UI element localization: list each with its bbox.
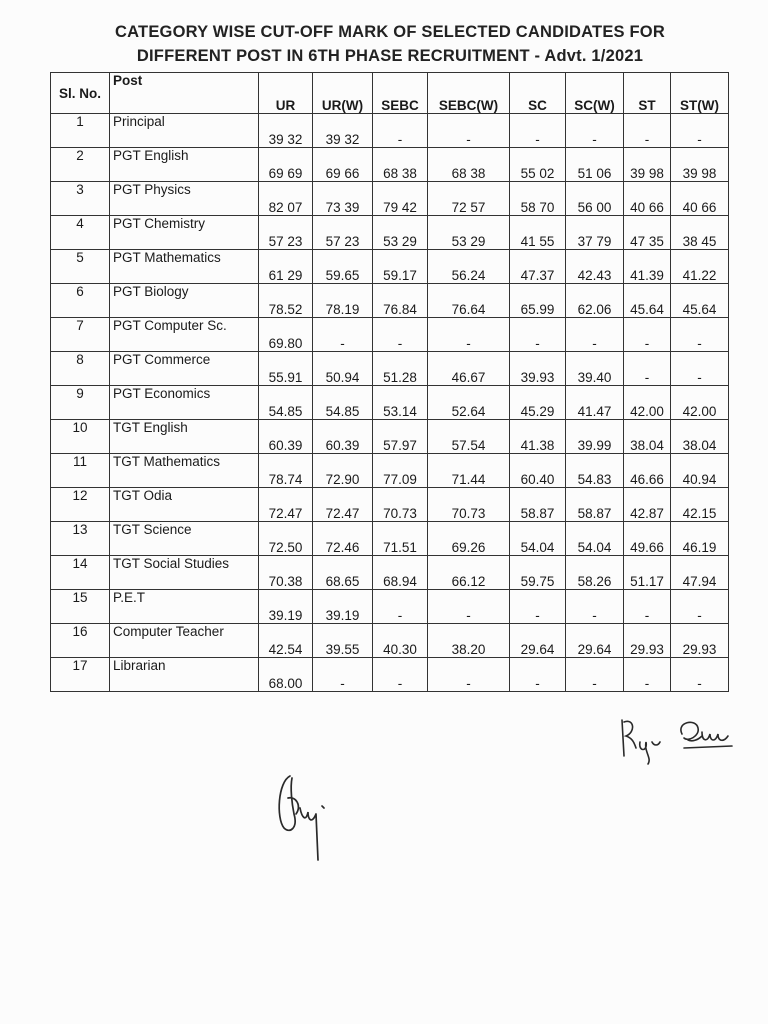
cell-ur: 57 23 — [259, 216, 313, 250]
cell-sl-no: 2 — [51, 148, 110, 182]
cell-ur-w: - — [313, 658, 373, 692]
cell-sebc-w: 70.73 — [428, 488, 510, 522]
cell-ur-w: 69 66 — [313, 148, 373, 182]
cell-st: - — [624, 658, 671, 692]
cell-ur-w: 78.19 — [313, 284, 373, 318]
cell-sc: 47.37 — [510, 250, 566, 284]
cell-sc-w: 54.04 — [566, 522, 624, 556]
cell-post: PGT Computer Sc. — [110, 318, 259, 352]
header-st: ST — [624, 73, 671, 114]
cell-st-w: - — [671, 352, 729, 386]
table-row — [51, 522, 729, 556]
cell-ur-w: 60.39 — [313, 420, 373, 454]
document-title — [60, 20, 720, 68]
signature-right-mark — [618, 712, 738, 768]
cell-st: 46.66 — [624, 454, 671, 488]
table-row — [51, 556, 729, 590]
table-body — [51, 114, 729, 692]
table-row — [51, 352, 729, 386]
title-line-1: CATEGORY WISE CUT-OFF MARK OF SELECTED CANDIDATES FOR — [115, 23, 665, 41]
cell-sebc-w: - — [428, 114, 510, 148]
cell-ur-w: 39.55 — [313, 624, 373, 658]
cell-st: 45.64 — [624, 284, 671, 318]
cell-sl-no: 6 — [51, 284, 110, 318]
cell-ur: 39.19 — [259, 590, 313, 624]
table-row — [51, 658, 729, 692]
cell-sc-w: 58.87 — [566, 488, 624, 522]
title-line-2: DIFFERENT POST IN 6TH PHASE RECRUITMENT - Advt. 1/2021 — [136, 47, 644, 65]
cell-sebc: 71.51 — [373, 522, 428, 556]
cell-sebc-w: 56.24 — [428, 250, 510, 284]
cell-st: - — [624, 352, 671, 386]
header-ur-w: UR(W) — [313, 73, 373, 114]
cell-st: 29.93 — [624, 624, 671, 658]
table-row — [51, 624, 729, 658]
cell-sebc-w: - — [428, 658, 510, 692]
cell-ur-w: 39.19 — [313, 590, 373, 624]
cell-ur: 69.80 — [259, 318, 313, 352]
cell-ur-w: 54.85 — [313, 386, 373, 420]
header-sc: SC — [510, 73, 566, 114]
cell-st-w: 40.94 — [671, 454, 729, 488]
cell-ur-w: 59.65 — [313, 250, 373, 284]
cell-sl-no: 5 — [51, 250, 110, 284]
cell-ur: 55.91 — [259, 352, 313, 386]
cell-sebc: 57.97 — [373, 420, 428, 454]
cell-post: PGT Biology — [110, 284, 259, 318]
cell-ur: 68.00 — [259, 658, 313, 692]
cell-sc: 55 02 — [510, 148, 566, 182]
table-row — [51, 420, 729, 454]
header-ur: UR — [259, 73, 313, 114]
cell-ur-w: 72.46 — [313, 522, 373, 556]
cell-sebc-w: 68 38 — [428, 148, 510, 182]
cell-post: TGT English — [110, 420, 259, 454]
cell-post: P.E.T — [110, 590, 259, 624]
cell-sl-no: 1 — [51, 114, 110, 148]
cell-st: 49.66 — [624, 522, 671, 556]
cell-sc: 41 55 — [510, 216, 566, 250]
cell-sl-no: 14 — [51, 556, 110, 590]
cell-post: PGT Economics — [110, 386, 259, 420]
cell-st: 51.17 — [624, 556, 671, 590]
cell-post: Librarian — [110, 658, 259, 692]
cell-st-w: 38.04 — [671, 420, 729, 454]
table-row — [51, 114, 729, 148]
cell-sl-no: 3 — [51, 182, 110, 216]
cell-st: 40 66 — [624, 182, 671, 216]
cell-sl-no: 8 — [51, 352, 110, 386]
signature-right — [618, 712, 738, 768]
cell-sebc: 40.30 — [373, 624, 428, 658]
cell-sebc-w: 57.54 — [428, 420, 510, 454]
cell-sebc: - — [373, 658, 428, 692]
cell-ur: 78.74 — [259, 454, 313, 488]
cell-sebc: 77.09 — [373, 454, 428, 488]
cell-sc: 59.75 — [510, 556, 566, 590]
cell-st-w: - — [671, 658, 729, 692]
cell-ur-w: 72.47 — [313, 488, 373, 522]
cell-sc-w: 39.99 — [566, 420, 624, 454]
header-sebc-w: SEBC(W) — [428, 73, 510, 114]
header-st-w: ST(W) — [671, 73, 729, 114]
cell-st: 42.87 — [624, 488, 671, 522]
cell-st-w: 40 66 — [671, 182, 729, 216]
cell-sc: 39.93 — [510, 352, 566, 386]
cell-st-w: 46.19 — [671, 522, 729, 556]
cell-sebc-w: 76.64 — [428, 284, 510, 318]
cell-ur-w: 73 39 — [313, 182, 373, 216]
cell-st-w: 39 98 — [671, 148, 729, 182]
cell-sl-no: 11 — [51, 454, 110, 488]
cell-st: 42.00 — [624, 386, 671, 420]
cell-post: TGT Odia — [110, 488, 259, 522]
cell-sc-w: 58.26 — [566, 556, 624, 590]
cell-sebc-w: 38.20 — [428, 624, 510, 658]
cell-post: PGT Chemistry — [110, 216, 259, 250]
cell-st: - — [624, 114, 671, 148]
cell-sc-w: 42.43 — [566, 250, 624, 284]
cell-sebc: - — [373, 114, 428, 148]
cell-st-w: - — [671, 114, 729, 148]
cell-sc-w: 54.83 — [566, 454, 624, 488]
header-sebc: SEBC — [373, 73, 428, 114]
cell-post: PGT Mathematics — [110, 250, 259, 284]
cell-sc: - — [510, 114, 566, 148]
cell-post: PGT Physics — [110, 182, 259, 216]
signature-left — [272, 768, 342, 864]
cell-sebc: 76.84 — [373, 284, 428, 318]
cell-sc: 54.04 — [510, 522, 566, 556]
cell-sebc-w: 52.64 — [428, 386, 510, 420]
cell-post: TGT Science — [110, 522, 259, 556]
table-row — [51, 250, 729, 284]
cell-st: 39 98 — [624, 148, 671, 182]
cell-ur-w: 39 32 — [313, 114, 373, 148]
cell-st-w: 42.00 — [671, 386, 729, 420]
cell-sl-no: 17 — [51, 658, 110, 692]
cell-sebc-w: 72 57 — [428, 182, 510, 216]
table-row — [51, 590, 729, 624]
cell-sebc: 68 38 — [373, 148, 428, 182]
cell-ur: 61 29 — [259, 250, 313, 284]
cell-sc-w: 39.40 — [566, 352, 624, 386]
table-row — [51, 488, 729, 522]
cell-sebc-w: 66.12 — [428, 556, 510, 590]
cell-sc-w: - — [566, 114, 624, 148]
cell-ur: 60.39 — [259, 420, 313, 454]
cell-sl-no: 10 — [51, 420, 110, 454]
table-row — [51, 284, 729, 318]
cell-st-w: 47.94 — [671, 556, 729, 590]
cell-sebc-w: 69.26 — [428, 522, 510, 556]
table-row — [51, 182, 729, 216]
cell-sebc-w: - — [428, 318, 510, 352]
table-row — [51, 318, 729, 352]
cell-sc-w: - — [566, 658, 624, 692]
cell-sebc: - — [373, 318, 428, 352]
table-row — [51, 216, 729, 250]
cell-sc-w: 56 00 — [566, 182, 624, 216]
cell-sl-no: 16 — [51, 624, 110, 658]
cell-sebc: 51.28 — [373, 352, 428, 386]
cell-st-w: 29.93 — [671, 624, 729, 658]
cell-post: PGT English — [110, 148, 259, 182]
cell-ur-w: 68.65 — [313, 556, 373, 590]
cell-st: - — [624, 590, 671, 624]
header-post: Post — [110, 73, 259, 114]
cell-sebc-w: 46.67 — [428, 352, 510, 386]
cell-sc-w: 41.47 — [566, 386, 624, 420]
cell-st: - — [624, 318, 671, 352]
cell-sc: - — [510, 590, 566, 624]
cell-ur: 72.50 — [259, 522, 313, 556]
cell-sc-w: 51 06 — [566, 148, 624, 182]
cell-sebc-w: - — [428, 590, 510, 624]
cell-st-w: - — [671, 590, 729, 624]
header-sc-w: SC(W) — [566, 73, 624, 114]
cell-st-w: 42.15 — [671, 488, 729, 522]
cell-ur: 82 07 — [259, 182, 313, 216]
cell-ur-w: 50.94 — [313, 352, 373, 386]
cell-st: 41.39 — [624, 250, 671, 284]
cell-sl-no: 7 — [51, 318, 110, 352]
cell-sc-w: 29.64 — [566, 624, 624, 658]
cell-sebc-w: 53 29 — [428, 216, 510, 250]
cell-ur-w: 72.90 — [313, 454, 373, 488]
cell-ur: 70.38 — [259, 556, 313, 590]
cell-sc: - — [510, 658, 566, 692]
table-row — [51, 386, 729, 420]
cell-sc-w: 37 79 — [566, 216, 624, 250]
cell-st: 47 35 — [624, 216, 671, 250]
cell-sebc: 59.17 — [373, 250, 428, 284]
table-row — [51, 148, 729, 182]
header-sl-no: Sl. No. — [51, 73, 110, 114]
cell-ur: 39 32 — [259, 114, 313, 148]
cell-sc: 29.64 — [510, 624, 566, 658]
cell-sl-no: 12 — [51, 488, 110, 522]
cell-sl-no: 9 — [51, 386, 110, 420]
cell-sc-w: - — [566, 590, 624, 624]
cell-st: 38.04 — [624, 420, 671, 454]
signature-left-mark — [272, 768, 342, 864]
cell-sc: 58 70 — [510, 182, 566, 216]
cell-sl-no: 13 — [51, 522, 110, 556]
cell-ur: 78.52 — [259, 284, 313, 318]
cell-ur-w: 57 23 — [313, 216, 373, 250]
cell-sebc-w: 71.44 — [428, 454, 510, 488]
cell-sc: 60.40 — [510, 454, 566, 488]
cell-ur: 69 69 — [259, 148, 313, 182]
cell-ur: 72.47 — [259, 488, 313, 522]
cell-sc: 45.29 — [510, 386, 566, 420]
cell-post: TGT Social Studies — [110, 556, 259, 590]
cell-sebc: 53 29 — [373, 216, 428, 250]
cell-ur: 54.85 — [259, 386, 313, 420]
cell-ur-w: - — [313, 318, 373, 352]
cell-st-w: - — [671, 318, 729, 352]
cell-sc-w: 62.06 — [566, 284, 624, 318]
cell-st-w: 38 45 — [671, 216, 729, 250]
cell-sc: - — [510, 318, 566, 352]
cell-sc: 58.87 — [510, 488, 566, 522]
table-row — [51, 454, 729, 488]
cell-st-w: 41.22 — [671, 250, 729, 284]
cell-sc-w: - — [566, 318, 624, 352]
cell-sebc: 68.94 — [373, 556, 428, 590]
cell-sebc: 70.73 — [373, 488, 428, 522]
cell-post: Principal — [110, 114, 259, 148]
cell-ur: 42.54 — [259, 624, 313, 658]
cell-sc: 41.38 — [510, 420, 566, 454]
cell-post: TGT Mathematics — [110, 454, 259, 488]
cell-sl-no: 15 — [51, 590, 110, 624]
cell-post: Computer Teacher — [110, 624, 259, 658]
cell-sc: 65.99 — [510, 284, 566, 318]
table-header-row — [51, 73, 729, 114]
cell-sebc: 79 42 — [373, 182, 428, 216]
cell-sebc: - — [373, 590, 428, 624]
cutoff-table — [50, 72, 729, 692]
cell-post: PGT Commerce — [110, 352, 259, 386]
cell-sl-no: 4 — [51, 216, 110, 250]
cell-st-w: 45.64 — [671, 284, 729, 318]
cell-sebc: 53.14 — [373, 386, 428, 420]
